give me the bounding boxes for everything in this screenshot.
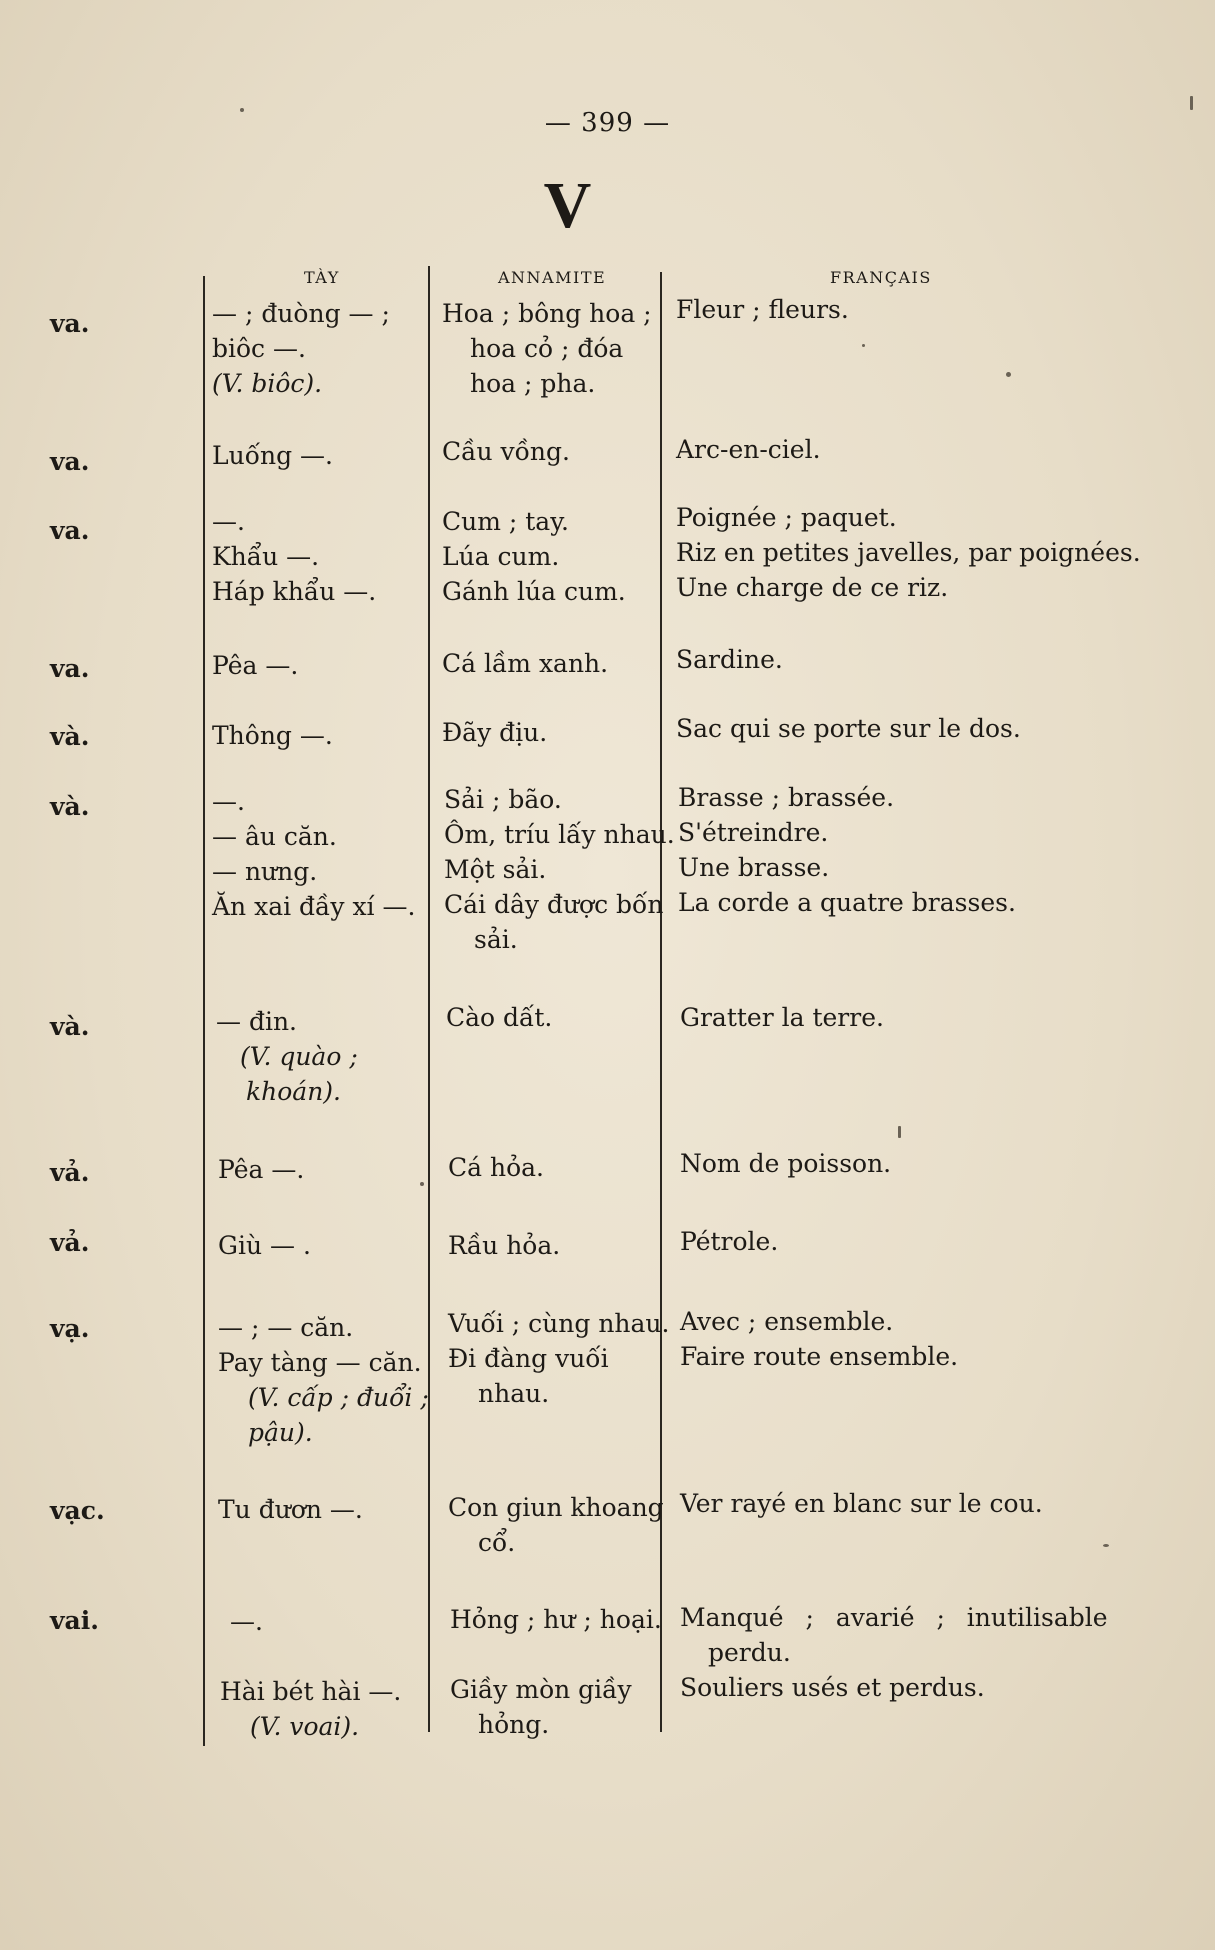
entry-headword: và. [50,792,90,821]
entry-headword: vả. [50,1158,90,1187]
entry-headword: vạc. [50,1496,105,1525]
column-header-tay: TÀY [304,268,340,287]
column-header-francais: FRANÇAIS [830,268,932,287]
entry-francais: Sardine. [676,645,783,674]
entry-annamite: Hỏng ; hư ; hoại. Giầy mòn giầy hỏng. [450,1605,662,1739]
entry-francais: Nom de poisson. [680,1149,892,1178]
entry-tay: Thông —. [212,721,333,750]
entry-annamite: Hoa ; bông hoa ; hoa cỏ ; đóa hoa ; pha. [442,299,652,398]
section-letter: V [543,169,592,242]
entry-tay: —. Hài bét hài —. (V. voai). [220,1607,402,1741]
entry-headword: vai. [50,1606,99,1635]
entry-annamite: Đãy địu. [442,718,548,747]
entry-tay: Pêa —. [218,1155,305,1184]
entry-annamite: Cá hỏa. [448,1153,544,1182]
entry-headword: vạ. [50,1314,90,1343]
entry-headword: và. [50,722,90,751]
entry-headword: vả. [50,1228,90,1257]
column-divider-2 [428,266,430,1732]
entry-annamite: Cá lầm xanh. [442,649,609,678]
entry-tay: — ; — căn. Pay tàng — căn. (V. cấp ; đuổi ; pậu). [218,1313,429,1447]
entry-francais: Gratter la terre. [680,1003,884,1032]
entry-annamite: Cum ; tay. Lúa cum. Gánh lúa cum. [442,507,626,606]
entry-tay: Luống —. [212,441,333,470]
entry-headword: va. [50,654,90,683]
entry-francais: Poignée ; paquet. Riz en petites javelles, par poignées. Une charge de ce riz. [676,503,1141,602]
entry-annamite: Rầu hỏa. [448,1231,561,1260]
column-header-annamite: ANNAMITE [498,268,607,287]
entry-francais: Sac qui se porte sur le dos. [676,714,1021,743]
entry-tay: — ; đuòng — ; biôc —. (V. biôc). [212,299,390,398]
entry-tay: Giù — . [218,1231,311,1260]
entry-headword: và. [50,1012,90,1041]
page-number: — 399 — [544,108,671,138]
column-divider-1 [203,276,205,1746]
entry-annamite: Con giun khoang cổ. [448,1493,664,1557]
entry-francais: Avec ; ensemble. Faire route ensemble. [680,1307,959,1371]
entry-tay: —. — âu căn. — nưng. Ăn xai đầy xí —. [212,787,416,921]
entry-francais: Fleur ; fleurs. [676,295,849,324]
entry-francais: Manqué ; avarié ; inutilisable perdu. Souliers usés et perdus. [680,1603,1108,1702]
entry-annamite: Sải ; bão. Ôm, tríu lấy nhau. Một sải. Cái dây được bốn sải. [444,785,675,954]
entry-francais: Arc-en-ciel. [676,435,821,464]
entry-francais: Pétrole. [680,1227,779,1256]
entry-annamite: Cầu vồng. [442,437,570,466]
entry-headword: va. [50,309,90,338]
entry-francais: Brasse ; brassée. S'étreindre. Une brasse. La corde a quatre brasses. [678,783,1016,917]
entry-headword: va. [50,516,90,545]
entry-francais: Ver rayé en blanc sur le cou. [680,1489,1043,1518]
entry-headword: va. [50,447,90,476]
entry-annamite: Vuối ; cùng nhau. Đi đàng vuối nhau. [448,1309,670,1408]
entry-annamite: Cào dất. [446,1003,553,1032]
entry-tay: Pêa —. [212,651,299,680]
entry-tay: — đin. (V. quào ; khoán). [216,1007,358,1106]
entry-tay: —. Khẩu —. Háp khẩu —. [212,507,377,606]
entry-tay: Tu đươn —. [218,1495,363,1524]
